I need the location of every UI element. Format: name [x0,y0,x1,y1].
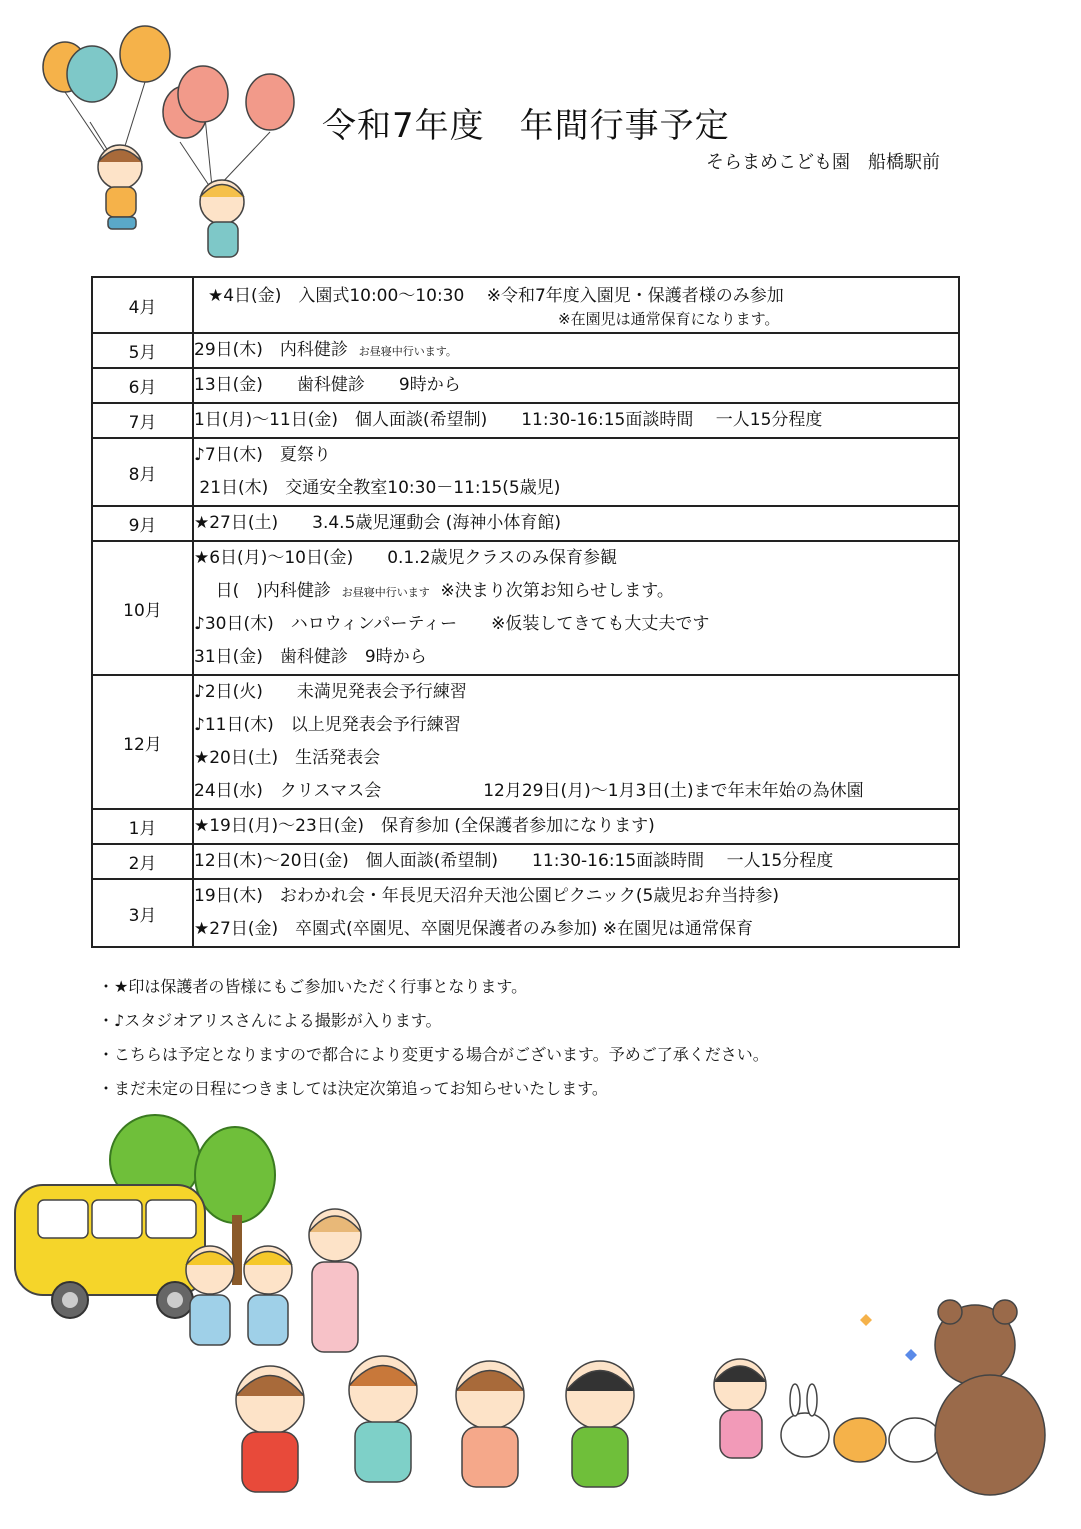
event-line: 13日(金) 歯科健診 9時から [194,375,461,395]
event-line: 19日(木) おわかれ会・年長児天沼弁天池公園ピクニック(5歳児お弁当持参) [194,886,779,906]
table-row-may [92,333,959,368]
event-line: ★19日(月)～23日(金) 保育参加 (全保護者参加になります) [194,816,655,836]
events-cell [193,844,959,879]
schedule-table [91,276,960,948]
event-line: ★4日(金) 入園式10:00～10:30 ※令和7年度入園児・保護者様のみ参加 [208,286,784,306]
month-cell: 8月 [92,438,193,506]
events-cell [193,277,959,333]
school-name: そらまめこども園 船橋駅前 [706,152,940,173]
events-cell [193,438,959,506]
table-row-february [92,844,959,879]
event-text: 29日(木) 内科健診 [194,340,348,360]
month-cell: 10月 [92,541,193,675]
note-item: ・まだ未定の日程につきましては決定次第追ってお知らせいたします。 [98,1079,608,1098]
events-cell [193,506,959,541]
events-cell [193,368,959,403]
events-cell [193,809,959,844]
month-cell: 3月 [92,879,193,947]
events-cell [193,675,959,809]
event-line: ♪30日(木) ハロウィンパーティー ※仮装してきても大丈夫です [194,614,710,634]
events-cell [193,403,959,438]
event-line: ★27日(金) 卒園式(卒園児、卒園児保護者のみ参加) ※在園児は通常保育 [194,919,754,939]
month-cell: 4月 [92,277,193,333]
table-row-april [92,277,959,333]
month-cell: 1月 [92,809,193,844]
girl-and-animals [714,1300,1045,1495]
note-item: ・★印は保護者の皆様にもご参加いただく行事となります。 [98,977,528,996]
event-line: 24日(水) クリスマス会 12月29日(月)～1月3日(土)まで年末年始の為休園 [194,781,864,801]
children-group [186,1209,634,1492]
school-bus [15,1185,205,1318]
event-line: ♪2日(火) 未満児発表会予行練習 [194,682,467,702]
table-row-august [92,438,959,506]
event-line: ★6日(月)～10日(金) 0.1.2歳児クラスのみ保育参観 [194,548,617,568]
table-row-january [92,809,959,844]
table-row-june [92,368,959,403]
event-note-small: お昼寝中行います [341,586,430,599]
note-item: ・♪スタジオアリスさんによる撮影が入ります。 [98,1011,442,1030]
child-right [200,180,244,257]
events-cell [193,879,959,947]
event-line: 31日(金) 歯科健診 9時から [194,647,427,667]
balloons [43,26,294,187]
table-row-march [92,879,959,947]
event-line [194,575,958,608]
event-note: ※決まり次第お知らせします。 [440,581,674,601]
month-cell: 2月 [92,844,193,879]
events-cell [193,541,959,675]
table-row-october [92,541,959,675]
children-bus-animals-illustration [0,1100,1081,1529]
event-note-small: お昼寝中行います。 [358,345,457,358]
event-line: 12日(木)～20日(金) 個人面談(希望制) 11:30-16:15面談時間 一人15分程度 [194,851,834,871]
event-text: 日( )内科健診 [194,581,331,601]
event-line: ♪7日(木) 夏祭り [194,445,331,465]
event-line: 21日(木) 交通安全教室10:30－11:15(5歳児) [194,478,561,498]
table-row-september [92,506,959,541]
table-row-july [92,403,959,438]
balloon-children-illustration [40,22,300,272]
events-cell [193,333,959,368]
note-item: ・こちらは予定となりますので都合により変更する場合がございます。予めご了承ください。 [98,1045,769,1064]
event-line: ★20日(土) 生活発表会 [194,748,381,768]
month-cell: 9月 [92,506,193,541]
month-cell: 7月 [92,403,193,438]
child-left [98,145,142,229]
month-cell: 6月 [92,368,193,403]
table-row-december [92,675,959,809]
page-title: 令和7年度 年間行事予定 [322,106,730,146]
event-line: ※在園児は通常保育になります。 [558,310,780,328]
notes-list [98,970,769,1106]
month-cell: 5月 [92,333,193,368]
event-line: 1日(月)～11日(金) 個人面談(希望制) 11:30-16:15面談時間 一人15分程度 [194,410,823,430]
month-cell: 12月 [92,675,193,809]
event-line: ♪11日(木) 以上児発表会予行練習 [194,715,461,735]
event-line: ★27日(土) 3.4.5歳児運動会 (海神小体育館) [194,513,562,533]
event-line [194,334,958,367]
